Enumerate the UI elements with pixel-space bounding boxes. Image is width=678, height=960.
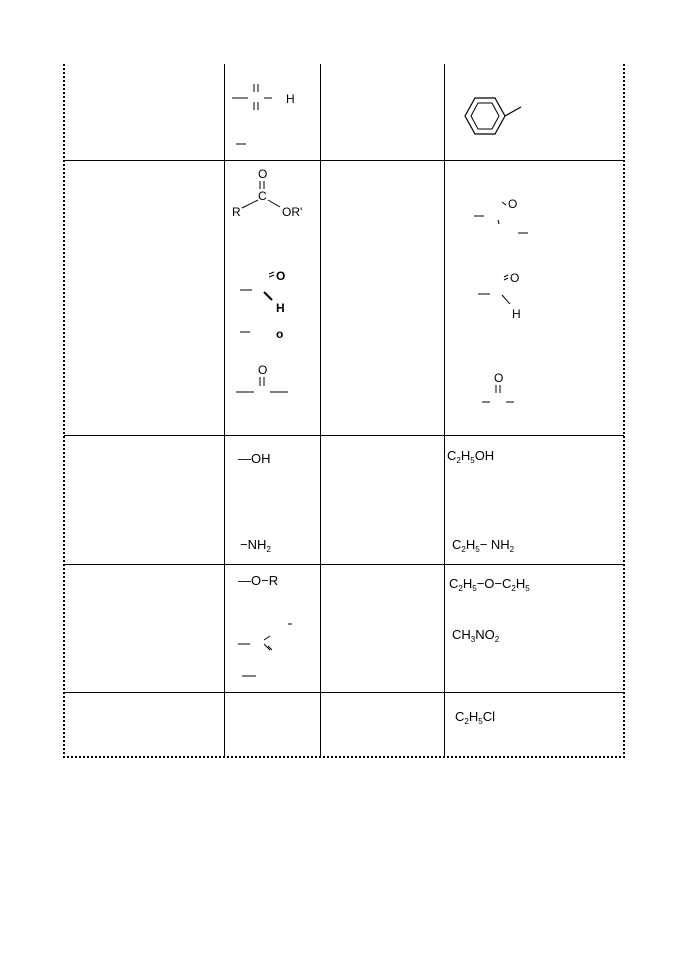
- table-border-right: [623, 64, 625, 758]
- ethylamine-formula: $C_2H_5- NH_2$: [452, 537, 515, 554]
- diethyl-ether-formula: $C_2H_5-O-C_2H_5$: [449, 576, 530, 593]
- amino-group: $-NH_2$: [240, 537, 271, 554]
- table-border-bottom: [63, 756, 625, 758]
- column-divider-1: [224, 64, 225, 756]
- aldehyde-o-label: o: [276, 327, 284, 341]
- column-divider-2: [320, 64, 321, 756]
- ether-group: —O−R: [238, 573, 279, 588]
- ketone-general-structure: [228, 362, 308, 402]
- chloroethane-formula: $C_2H_5Cl$: [455, 709, 495, 726]
- hydrogen-label: H: [286, 92, 295, 106]
- ketone-oxygen-label: O: [258, 363, 268, 377]
- ester-example-oxygen: O: [508, 197, 518, 211]
- aldehyde-general-structure: [228, 262, 308, 342]
- ester-r-label: R: [232, 205, 241, 219]
- aldehyde-example-structure: [470, 266, 540, 326]
- ketone-example-oxygen: O: [494, 371, 504, 385]
- nitromethane-formula: $CH_3NO_2$: [452, 627, 500, 644]
- ester-or-label: OR': [282, 205, 303, 219]
- row-divider-1: [64, 160, 624, 161]
- hydroxyl-group: —OH: [238, 451, 271, 466]
- ketone-example-structure: [478, 370, 528, 410]
- aldehyde-example-hydrogen: H: [512, 307, 521, 321]
- row-divider-3: [64, 564, 624, 565]
- aldehyde-example-oxygen: O: [510, 271, 520, 285]
- double-bond-fragment: [228, 80, 308, 155]
- toluene-structure: [455, 88, 535, 148]
- column-divider-3: [444, 64, 445, 756]
- ester-carbon-label: C: [258, 189, 267, 203]
- row-divider-2: [64, 435, 624, 436]
- ester-general-structure: [228, 166, 318, 236]
- ethanol-formula: $C_2H_5OH$: [447, 448, 495, 465]
- ester-example-structure: [470, 192, 540, 242]
- row-divider-4: [64, 692, 624, 693]
- aldehyde-hydrogen-label: H: [276, 301, 285, 315]
- ester-oxygen-label: O: [258, 167, 268, 181]
- table-border-left: [63, 64, 65, 758]
- nitro-group-structure: [228, 620, 308, 685]
- aldehyde-oxygen-label: O: [276, 269, 286, 283]
